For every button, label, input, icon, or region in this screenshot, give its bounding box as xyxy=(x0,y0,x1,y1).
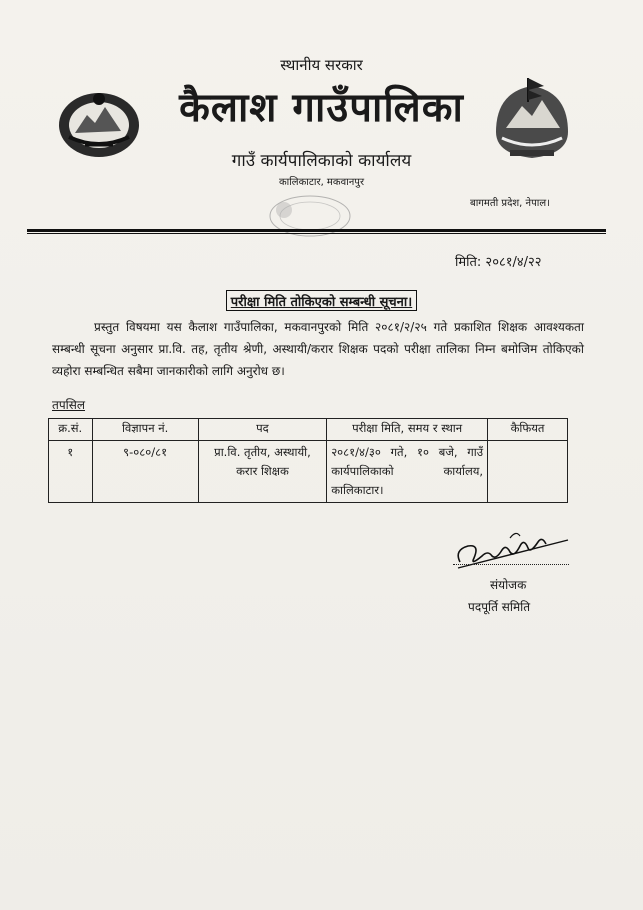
table-header-row xyxy=(49,419,568,441)
col-header-advert-no: विज्ञापन नं. xyxy=(92,419,198,441)
table-row xyxy=(49,441,568,503)
notice-subject: परीक्षा मिति तोकिएको सम्बन्धी सूचना। xyxy=(226,290,417,311)
subject-line xyxy=(0,290,643,311)
province-label: बागमती प्रदेश, नेपाल। xyxy=(470,198,550,209)
col-header-sn: क्र.सं. xyxy=(49,419,93,441)
office-address: कालिकाटार, मकवानपुर xyxy=(278,177,365,188)
signature-line xyxy=(453,560,569,565)
office-name: गाउँ कार्यपालिकाको कार्यालय xyxy=(231,151,412,171)
cell-sn: १ xyxy=(49,441,93,503)
col-header-post: पद xyxy=(198,419,326,441)
municipality-title: कैलाश गाउँपालिका xyxy=(179,85,464,131)
cell-remarks xyxy=(488,441,568,503)
signature-icon xyxy=(450,520,570,580)
cell-post: प्रा.वि. तृतीय, अस्थायी, करार शिक्षक xyxy=(198,441,326,503)
header-divider-thin xyxy=(27,233,606,234)
cell-advert-no: ९-०८०/८१ xyxy=(92,441,198,503)
cell-exam-details: २०८१/४/३० गते, १० बजे, गाउँ कार्यपालिकाको कार्यालय, कालिकाटार। xyxy=(327,441,488,503)
col-header-remarks: कैफियत xyxy=(488,419,568,441)
local-government-label: स्थानीय सरकार xyxy=(280,56,363,74)
signatory-committee: पदपूर्ति समिति xyxy=(468,600,531,614)
header-divider xyxy=(27,229,606,232)
col-header-exam-details: परीक्षा मिति, समय र स्थान xyxy=(327,419,488,441)
notice-body: प्रस्तुत विषयमा यस कैलाश गाउँपालिका, मकवानपुरको मिति २०८१/२/२५ गते प्रकाशित शिक्षक आवश्यकता सम्बन्धी सूचना अनुसार प्रा.वि. तह, तृतीय श्रेणी, अस्थायी/करार शिक्षक पदको परीक्षा तालिका निम्न बमोजिम तोकिएको व्यहोरा सम्बन्धित सबैमा जानकारीको लागि अनुरोध छ। xyxy=(52,320,584,378)
exam-schedule-table xyxy=(48,418,568,503)
annex-label: तपसिल xyxy=(52,398,86,412)
notice-date: मिति: २०८१/४/२२ xyxy=(455,255,542,270)
signatory-title: संयोजक xyxy=(490,578,527,592)
